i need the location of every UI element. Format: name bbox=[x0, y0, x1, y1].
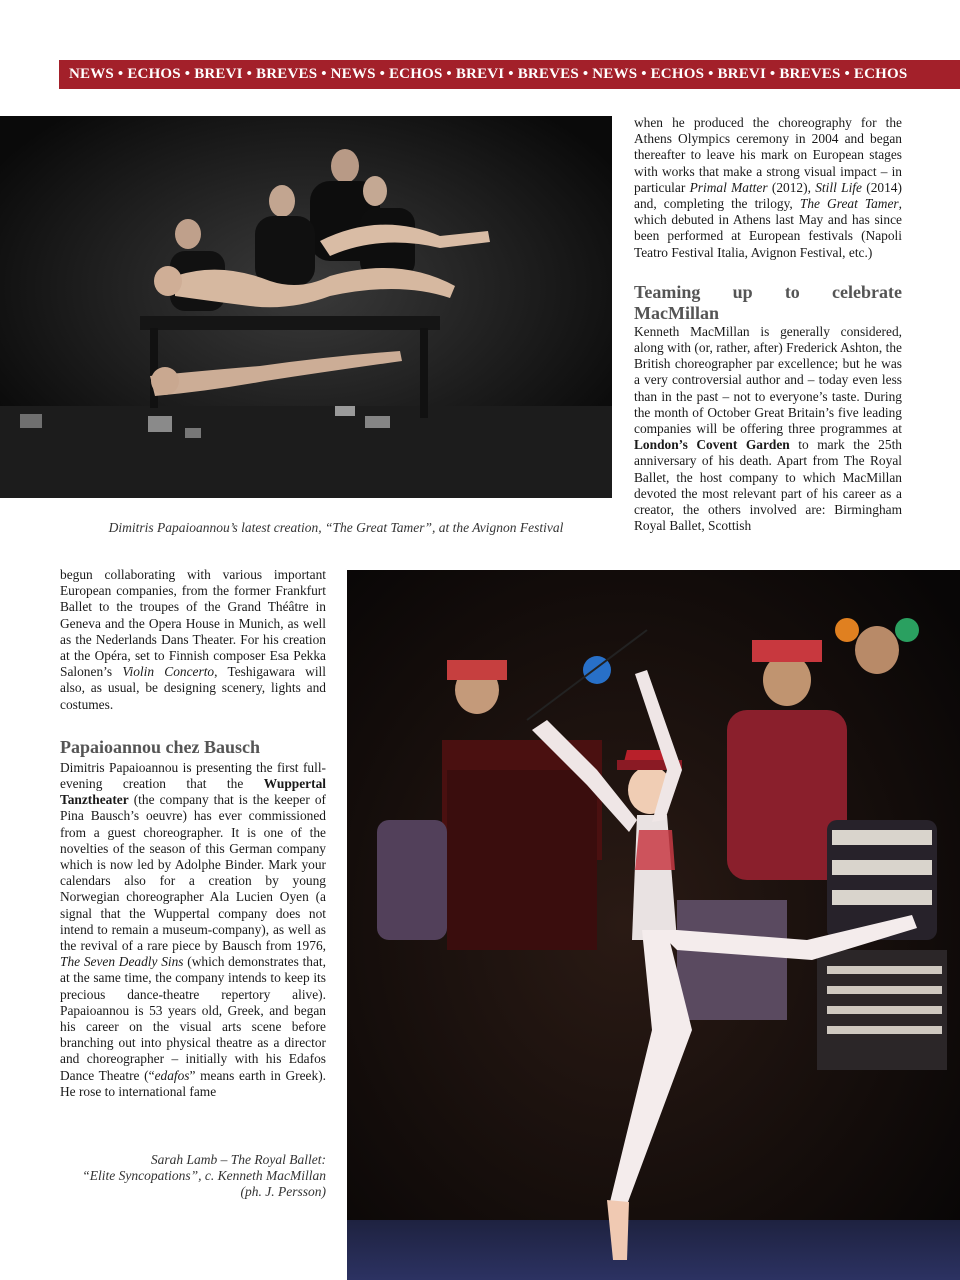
section-banner: NEWS • ECHOS • BREVI • BREVES • NEWS • ECHOS • BREVI • BREVES • NEWS • ECHOS • BREVI • BREVES • ECHOS bbox=[59, 60, 960, 89]
paragraph-macmillan: Kenneth MacMillan is generally considered, along with (or, rather, after) Frederick Ashton, the British choreographer par excellence; but he was a very controversial author and – today even less than in the past – not to everyone’s taste. During the month of October Great Britain’s five leading companies will be offering three programmes at London’s Covent Garden to mark the 25th anniversary of his death. Apart from The Royal Ballet, the host company to which MacMillan devoted the most relevant part of his career as a creator, the others involved are: Birmingham Royal Ballet, Scottish bbox=[634, 323, 902, 534]
paragraph-olympics: when he produced the choreography for the Athens Olympics ceremony in 2004 and began thereafter to leave his mark on European stages with works that make a strong visual impact – in particular Primal Matter (2012), Still Life (2014) and, completing the trilogy, The Great Tamer, which debuted in Athens last May and has since been performed at European festivals (Napoli Teatro Festival Italia, Avignon Festival, etc.) bbox=[634, 115, 902, 260]
great-tamer-photo bbox=[0, 116, 612, 498]
left-column bbox=[60, 567, 326, 1100]
heading-macmillan: Teaming up to celebrate MacMillan bbox=[634, 281, 902, 323]
paragraph-papaioannou: Dimitris Papaioannou is presenting the first full-evening creation that the Wuppertal Tanztheater (the company that is the keeper of Pina Bausch’s oeuvre) has ever commissioned from a guest choreographer. It is one of the novelties of the season of this German company which is now led by Adolphe Binder. Mark your calendars also for a creation by young Norwegian choreographer Ala Lucien Oyen (a signal that the Wuppertal company does not intend to remain a museum-company), as well as the revival of a rare piece by Bausch from 1976, The Seven Deadly Sins (which demonstrates that, at the same time, the company intends to keep its precious dance-theatre repertory alive). Papaioannou is 53 years old, Greek, and began his career on the visual arts scene before branching out into physical theatre as a director and choreographer – initially with his Edafos Dance Theatre (“edafos” means earth in Greek). He rose to international fame bbox=[60, 759, 326, 1099]
heading-papaioannou-bausch: Papaioannou chez Bausch bbox=[60, 736, 261, 757]
right-column bbox=[634, 115, 902, 534]
photo-caption-elite-syncopations: Sarah Lamb – The Royal Ballet: “Elite Syncopations”, c. Kenneth MacMillan (ph. J. Persson) bbox=[82, 1152, 326, 1199]
photo-caption-great-tamer: Dimitris Papaioannou’s latest creation, “The Great Tamer”, at the Avignon Festival bbox=[108, 520, 564, 535]
elite-syncopations-photo bbox=[347, 570, 960, 1280]
paragraph-teshigawara: begun collaborating with various important European companies, from the former Frankfurt Ballet to the troupes of the Grand Théâtre in Geneva and the Opera House in Munich, as well as the Nederlands Dans Theater. For his creation at the Opéra, set to Finnish composer Esa Pekka Salonen’s Violin Concerto, Teshigawara will also, as usual, be designing scenery, lights and costumes. bbox=[60, 567, 326, 712]
